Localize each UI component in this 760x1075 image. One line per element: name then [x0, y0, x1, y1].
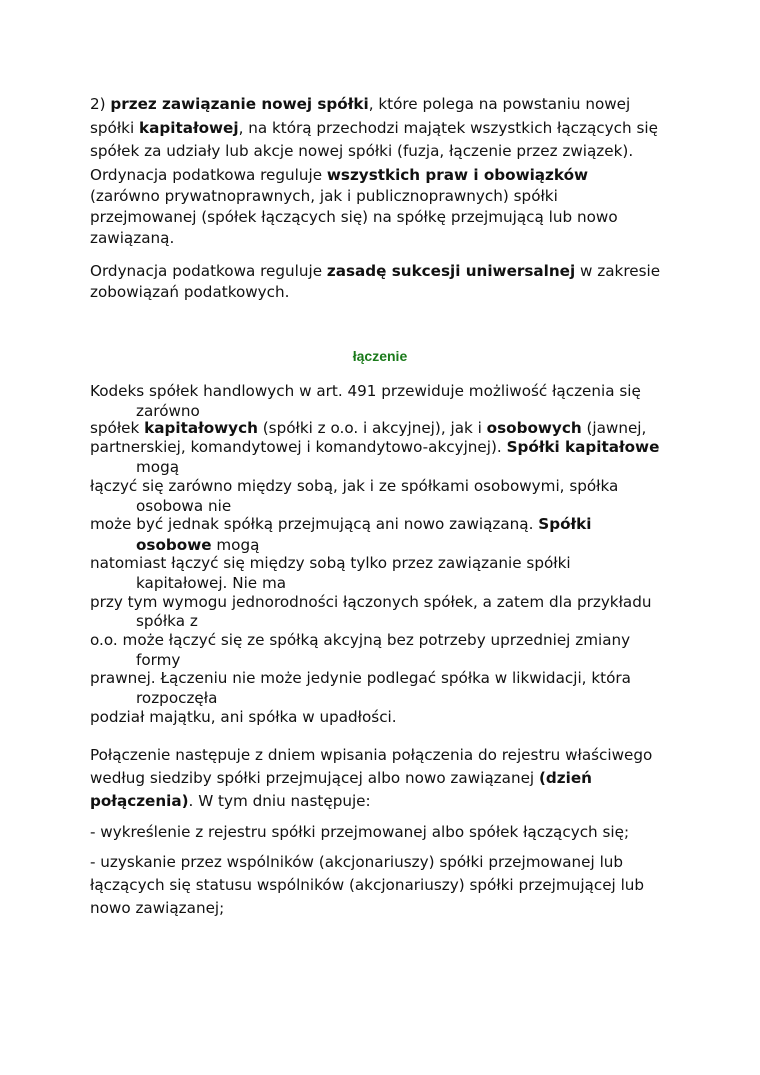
paragraph-line: zobowiązań podatkowych.	[90, 283, 290, 301]
paragraph-line: podział majątku, ani spółka w upadłości.	[90, 708, 397, 726]
paragraph-line: partnerskiej, komandytowej i komandytowo-akcyjnej). Spółki kapitałowe	[90, 438, 660, 456]
paragraph-line: zawiązaną.	[90, 229, 175, 247]
paragraph-line: Ordynacja podatkowa reguluje zasadę sukcesji uniwersalnej w zakresie	[90, 262, 661, 280]
list-item: - wykreślenie z rejestru spółki przejmowanej albo spółek łączących się;	[90, 823, 630, 841]
paragraph-line: nowo zawiązanej;	[90, 899, 225, 917]
paragraph-line: Ordynacja podatkowa reguluje wszystkich praw i obowiązków	[90, 166, 589, 184]
paragraph-line: połączenia). W tym dniu następuje:	[90, 792, 371, 810]
paragraph-line: rozpoczęła	[136, 689, 218, 707]
paragraph-line: Kodeks spółek handlowych w art. 491 przewiduje możliwość łączenia się	[90, 382, 641, 400]
paragraph-line: o.o. może łączyć się ze spółką akcyjną bez potrzeby uprzedniej zmiany	[90, 631, 631, 649]
paragraph-line: łączących się statusu wspólników (akcjonariuszy) spółki przejmującej lub	[90, 876, 645, 894]
paragraph-line: Połączenie następuje z dniem wpisania połączenia do rejestru właściwego	[90, 746, 653, 764]
paragraph-line: 2) przez zawiązanie nowej spółki, które polega na powstaniu nowej	[90, 95, 631, 113]
paragraph-line: kapitałowej. Nie ma	[136, 574, 287, 592]
paragraph-line: spółki kapitałowej, na którą przechodzi majątek wszystkich łączących się	[90, 119, 658, 137]
paragraph-line: (zarówno prywatnoprawnych, jak i publicznoprawnych) spółki	[90, 187, 558, 205]
paragraph-line: osobowa nie	[136, 497, 232, 515]
paragraph-line: spółka z	[136, 612, 198, 630]
paragraph-line: natomiast łączyć się między sobą tylko przez zawiązanie spółki	[90, 554, 571, 572]
paragraph-line: zarówno	[136, 402, 200, 420]
paragraph-line: może być jednak spółką przejmującą ani nowo zawiązaną. Spółki	[90, 515, 592, 533]
paragraph-line: przy tym wymogu jednorodności łączonych spółek, a zatem dla przykładu	[90, 593, 652, 611]
paragraph-line: spółek kapitałowych (spółki z o.o. i akcyjnej), jak i osobowych (jawnej,	[90, 419, 647, 437]
paragraph-line: osobowe mogą	[136, 536, 260, 554]
paragraph-line: przejmowanej (spółek łączących się) na spółkę przejmującą lub nowo	[90, 208, 618, 226]
paragraph-line: spółek za udziały lub akcje nowej spółki (fuzja, łączenie przez związek).	[90, 142, 634, 160]
paragraph-line: formy	[136, 651, 181, 669]
paragraph-line: mogą	[136, 458, 180, 476]
paragraph-line: prawnej. Łączeniu nie może jedynie podlegać spółka w likwidacji, która	[90, 669, 631, 687]
section-heading: łączenie	[352, 348, 408, 364]
paragraph-line: według siedziby spółki przejmującej albo nowo zawiązanej (dzień	[90, 769, 592, 787]
paragraph-line: łączyć się zarówno między sobą, jak i ze spółkami osobowymi, spółka	[90, 477, 619, 495]
list-item: - uzyskanie przez wspólników (akcjonariuszy) spółki przejmowanej lub	[90, 853, 624, 871]
